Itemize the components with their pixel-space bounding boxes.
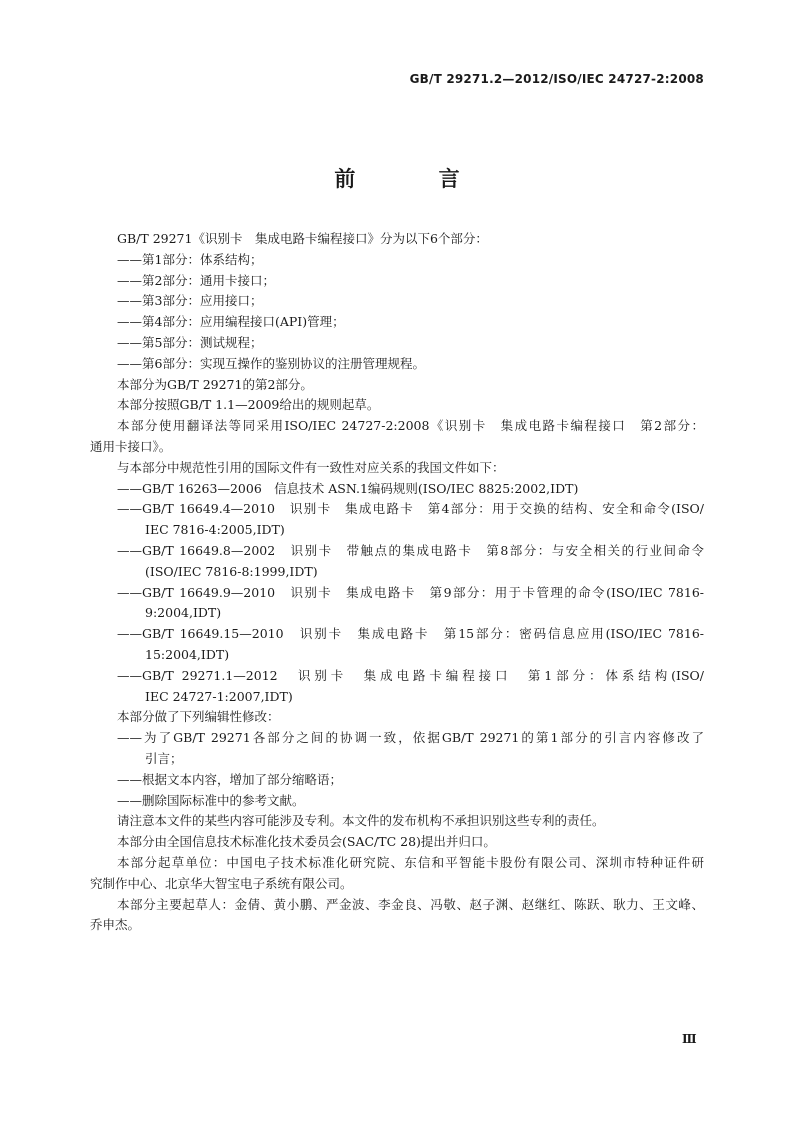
body-line: 本部分使用翻译法等同采用ISO/IEC 24727-2:2008《识别卡 集成电路卡编程接口 第2部分： — [117, 418, 704, 434]
page-number: Ⅲ — [682, 1032, 697, 1046]
body-line: ——第4部分：应用编程接口(API)管理； — [117, 314, 345, 330]
body-line: IEC 7816-4:2005,IDT) — [145, 522, 285, 538]
body-line: IEC 24727-1:2007,IDT) — [145, 688, 293, 704]
body-line: ——第2部分：通用卡接口； — [117, 272, 275, 288]
standard-code-header: GB/T 29271.2—2012/ISO/IEC 24727-2:2008 — [409, 72, 704, 86]
body-line: ——GB/T 16649.15—2010 识别卡 集成电路卡 第15部分：密码信息应用(ISO/IEC 7816- — [117, 626, 704, 642]
body-line: 本部分为GB/T 29271的第2部分。 — [117, 376, 313, 392]
body-line: ——GB/T 29271.1—2012 识别卡 集成电路卡编程接口 第1部分：体系结构(ISO/ — [117, 667, 704, 683]
body-line: 本部分按照GB/T 1.1—2009给出的规则起草。 — [117, 397, 380, 413]
body-line: GB/T 29271《识别卡 集成电路卡编程接口》分为以下6个部分： — [117, 231, 488, 246]
foreword-body — [90, 229, 704, 936]
body-line: ——第6部分：实现互操作的鉴别协议的注册管理规程。 — [117, 355, 425, 371]
body-line: ——删除国际标准中的参考文献。 — [117, 792, 305, 808]
body-line: 与本部分中规范性引用的国际文件有一致性对应关系的我国文件如下： — [117, 459, 505, 475]
body-line: (ISO/IEC 7816-8:1999,IDT) — [145, 563, 318, 579]
body-line: ——根据文本内容，增加了部分缩略语； — [117, 771, 343, 787]
body-line: 通用卡接口》。 — [90, 438, 172, 454]
body-line: 本部分起草单位：中国电子技术标准化研究院、东信和平智能卡股份有限公司、深圳市特种证件研 — [117, 854, 704, 870]
body-line: 本部分做了下列编辑性修改： — [117, 709, 280, 725]
body-line: 请注意本文件的某些内容可能涉及专利。本文件的发布机构不承担识别这些专利的责任。 — [117, 813, 605, 829]
body-line: 本部分由全国信息技术标准化技术委员会(SAC/TC 28)提出并归口。 — [117, 834, 496, 850]
page-title: 前 言 — [334, 167, 498, 191]
body-line: 究制作中心、北京华大智宝电子系统有限公司。 — [90, 875, 353, 891]
body-line: ——GB/T 16649.9—2010 识别卡 集成电路卡 第9部分：用于卡管理的命令(ISO/IEC 7816- — [117, 584, 704, 600]
body-line: 乔申杰。 — [90, 917, 141, 933]
body-line: 9:2004,IDT) — [145, 605, 222, 621]
body-line: 15:2004,IDT) — [145, 646, 230, 662]
body-line: ——第3部分：应用接口； — [117, 293, 263, 309]
body-line: ——GB/T 16649.4—2010 识别卡 集成电路卡 第4部分：用于交换的结构、安全和命令(ISO/ — [117, 501, 704, 517]
body-line: ——第5部分：测试规程； — [117, 334, 263, 350]
body-line: ——第1部分：体系结构； — [117, 251, 263, 267]
body-line: ——为了GB/T 29271各部分之间的协调一致，依据GB/T 29271的第1部分的引言内容修改了 — [117, 730, 704, 746]
body-line: ——GB/T 16263—2006 信息技术 ASN.1编码规则(ISO/IEC 8825:2002,IDT) — [117, 480, 579, 496]
body-line: 引言； — [145, 750, 183, 766]
body-line: 本部分主要起草人：金倩、黄小鹏、严金波、李金良、冯敬、赵子渊、赵继红、陈跃、耿力、王文峰、 — [117, 896, 704, 912]
body-line: ——GB/T 16649.8—2002 识别卡 带触点的集成电路卡 第8部分：与安全相关的行业间命令 — [117, 542, 704, 558]
